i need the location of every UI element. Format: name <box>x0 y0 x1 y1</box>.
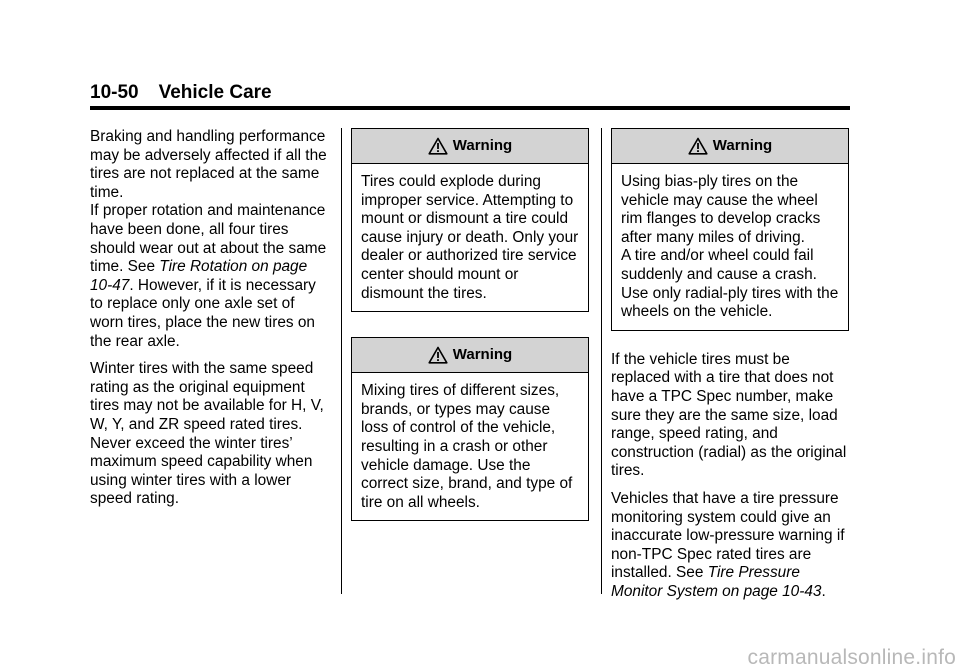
column-1 <box>90 128 330 518</box>
warning-text: Tires could explode during improper service. Attempting to mount or dismount a tire could cause injury or death. Only your dealer or authorized tire service center should mount or dismount the tires. <box>361 173 579 302</box>
warning-title: Warning <box>452 136 513 154</box>
paragraph-rotation <box>90 128 330 351</box>
warning-box-explode <box>351 128 589 312</box>
warning-title: Warning <box>712 136 773 154</box>
warning-triangle-icon <box>428 346 448 364</box>
section-title: Vehicle Care <box>158 82 272 103</box>
warning-box-mixing <box>351 337 589 521</box>
text-rotation: If proper rotation and maintenance have been done, all four tires should wear out at about the same time. See <box>90 202 327 276</box>
page-number: 10-50 <box>90 82 139 103</box>
link-tire-rotation[interactable]: Tire Rotation on page 10-47 <box>90 258 308 294</box>
column-2 <box>351 128 589 521</box>
page-header <box>90 80 272 106</box>
warning-title: Warning <box>452 345 513 363</box>
warning-triangle-icon <box>428 137 448 155</box>
text-period: . <box>821 582 826 600</box>
warning-header <box>612 129 848 164</box>
header-rule <box>90 106 850 110</box>
warning-box-bias-ply <box>611 128 849 331</box>
warning-text: Mixing tires of different sizes, brands, or types may cause loss of control of the vehicle, resulting in a crash or other vehicle damage. Use the correct size, brand, and type of tire on all wheels. <box>361 382 573 511</box>
paragraph-winter-tires: Winter tires with the same speed rating as the original equipment tires may not be available for H, V, W, Y, and ZR speed rated tires. Never exceed the winter tires’ maximum speed capability when using winter tires with a lower speed rating. <box>90 360 324 508</box>
warning-header <box>352 338 588 373</box>
paragraph-tpc-spec: If the vehicle tires must be replaced with a tire that does not have a TPC Spec number, make sure they are the same size, load range, speed rating, and construction (radial) as the original tires. <box>611 350 847 480</box>
text-rear-axle: . However, if it is necessary to replace only one axle set of worn tires, place the new tires on the rear axle. <box>90 276 316 350</box>
warning-triangle-icon <box>688 137 708 155</box>
warning-body <box>352 164 588 311</box>
column-divider-2 <box>601 128 602 594</box>
warning-header <box>352 129 588 164</box>
text-pressure-warning: Vehicles that have a tire pressure monitoring system could give an inaccurate low-pressure warning if non-TPC Spec rated tires are installed. See <box>611 489 845 582</box>
warning-body <box>352 373 588 520</box>
warning-body <box>612 164 848 330</box>
watermark: carmanualsonline.info <box>747 646 956 669</box>
text-braking: Braking and handling performance may be adversely affected if all the tires are not replaced at the same time. <box>90 128 327 201</box>
warning-text: Using bias-ply tires on the vehicle may cause the wheel rim flanges to develop cracks after many miles of driving. <box>621 173 821 246</box>
column-divider-1 <box>341 128 342 594</box>
paragraph-pressure-monitor <box>611 490 849 602</box>
column-3 <box>611 128 849 610</box>
warning-text: A tire and/or wheel could fail suddenly and cause a crash. Use only radial-ply tires with the wheels on the vehicle. <box>621 247 839 321</box>
link-tire-pressure-monitor[interactable]: Tire Pressure Monitor System on page 10-43 <box>611 564 822 600</box>
